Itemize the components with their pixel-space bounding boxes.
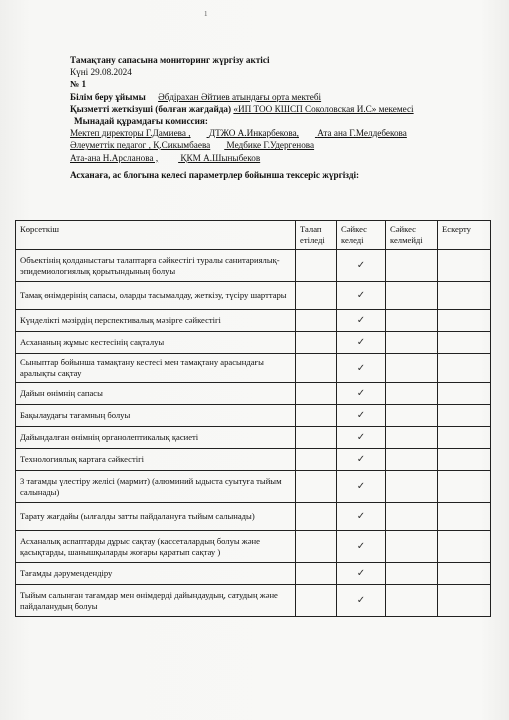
not-matches-cell [386, 585, 438, 617]
document-title: Тамақтану сапасына мониторинг жүргізу актісі [70, 55, 270, 65]
table-row [16, 449, 491, 471]
table-row [16, 405, 491, 427]
check-mark-icon: ✓ [356, 337, 366, 348]
matches-cell [337, 563, 386, 585]
document-header [70, 54, 490, 181]
note-cell [438, 449, 491, 471]
note-cell [438, 503, 491, 531]
table-row [16, 354, 491, 383]
header-indicator: Көрсеткіш [16, 221, 296, 250]
matches-cell [337, 471, 386, 503]
check-mark-icon: ✓ [356, 511, 366, 522]
indicator-cell: Күнделікті мәзірдің перспективалық мәзірге сәйкестігі [16, 310, 296, 332]
indicator-cell: Сыныптар бойынша тамақтану кестесі мен тамақтану арасындағы аралықты сақтау [16, 354, 296, 383]
commission-member: Медбике Г.Удергенова [226, 140, 315, 151]
provider-label: Қызметті жеткізуші (болған жағдайда) [70, 103, 232, 114]
note-cell [438, 531, 491, 563]
indicator-cell: Тыйым салынған тағамдар мен өнімдерді дайындаудың, сатудың және пайдаланудың болуы [16, 585, 296, 617]
not-matches-cell [386, 332, 438, 354]
required-cell [296, 503, 337, 531]
note-cell [438, 282, 491, 310]
table-row [16, 427, 491, 449]
school-label: Білім беру ұйымы [70, 91, 146, 102]
indicator-cell: Тамақ өнімдерінің сапасы, оларды тасымалдау, жеткізу, түсіру шарттары [16, 282, 296, 310]
check-mark-icon: ✓ [356, 315, 366, 326]
not-matches-cell [386, 405, 438, 427]
number-value: 1 [81, 79, 87, 90]
required-cell [296, 531, 337, 563]
header-matches: Сәйкес келеді [337, 221, 386, 250]
required-cell [296, 250, 337, 282]
not-matches-cell [386, 383, 438, 405]
commission-member: ҚКМ А.Шыныбеков [180, 152, 261, 163]
date-label: Күні [70, 67, 89, 78]
check-mark-icon: ✓ [356, 290, 366, 301]
note-cell [438, 471, 491, 503]
not-matches-cell [386, 471, 438, 503]
commission-member: ДТЖО А.Инкарбекова, [208, 128, 299, 139]
note-cell [438, 250, 491, 282]
matches-cell [337, 531, 386, 563]
check-mark-icon: ✓ [356, 388, 366, 399]
indicator-cell: Асхананың жұмыс кестесінің сақталуы [16, 332, 296, 354]
matches-cell [337, 427, 386, 449]
indicator-cell: 3 тағамды үлестіру желісі (мармит) (алюминий ыдыста суытуға тыйым салынады) [16, 471, 296, 503]
required-cell [296, 405, 337, 427]
table-row [16, 383, 491, 405]
table-row [16, 471, 491, 503]
commission-member: Ата-ана Н.Арсланова , [70, 152, 159, 163]
date-line [70, 66, 490, 78]
required-cell [296, 585, 337, 617]
indicator-cell: Технологиялық картаға сәйкестігі [16, 449, 296, 471]
commission-line-1 [70, 127, 490, 139]
not-matches-cell [386, 503, 438, 531]
table-row [16, 250, 491, 282]
table-row [16, 503, 491, 531]
header-required: Талап етіледі [296, 221, 337, 250]
required-cell [296, 310, 337, 332]
check-mark-icon: ✓ [356, 260, 366, 271]
table-row [16, 310, 491, 332]
matches-cell [337, 282, 386, 310]
note-cell [438, 563, 491, 585]
commission-label: Мынадай құрамдағы комиссия: [74, 116, 208, 127]
page-mark: 1 [204, 10, 208, 18]
not-matches-cell [386, 354, 438, 383]
note-cell [438, 310, 491, 332]
table-row [16, 531, 491, 563]
indicator-cell: Тағамды дәрумендендіру [16, 563, 296, 585]
note-cell [438, 427, 491, 449]
note-cell [438, 405, 491, 427]
check-mark-icon: ✓ [356, 481, 366, 492]
note-cell [438, 354, 491, 383]
indicator-cell: Дайындалған өнімнің органолептикалық қасиеті [16, 427, 296, 449]
school-line [70, 91, 490, 103]
inspection-intro: Асханаға, ас блогына келесі параметрлер бойынша тексеріс жүргізді: [70, 169, 360, 180]
indicator-cell: Асханалық аспаптарды дұрыс сақтау (кассеталардың болуы және қасықтарды, шанышқыларды жоғары қаратып сақтау ) [16, 531, 296, 563]
table-row [16, 282, 491, 310]
check-mark-icon: ✓ [356, 410, 366, 421]
matches-cell [337, 250, 386, 282]
header-note: Ескерту [438, 221, 491, 250]
check-mark-icon: ✓ [356, 432, 366, 443]
header-not-matches: Сәйкес келмейді [386, 221, 438, 250]
commission-member: Ата ана Г.Мелдебекова [317, 128, 407, 139]
matches-cell [337, 383, 386, 405]
required-cell [296, 471, 337, 503]
not-matches-cell [386, 449, 438, 471]
number-line [70, 78, 490, 90]
matches-cell [337, 503, 386, 531]
required-cell [296, 332, 337, 354]
commission-member: Әлеуметтік педагог , Қ.Сикымбаева [70, 140, 211, 151]
required-cell [296, 354, 337, 383]
date-value: 29.08.2024 [90, 67, 132, 78]
required-cell [296, 383, 337, 405]
not-matches-cell [386, 427, 438, 449]
matches-cell [337, 585, 386, 617]
number-label: № [70, 79, 80, 90]
provider-value: «ИП ТОО КШСП Соколовская И.С» мекемесі [233, 103, 414, 114]
provider-line [70, 103, 490, 115]
check-mark-icon: ✓ [356, 595, 366, 606]
table-header-row [16, 221, 491, 250]
required-cell [296, 449, 337, 471]
matches-cell [337, 354, 386, 383]
not-matches-cell [386, 563, 438, 585]
parameters-table [15, 220, 491, 617]
check-mark-icon: ✓ [356, 541, 366, 552]
matches-cell [337, 405, 386, 427]
commission-line-3 [70, 152, 490, 164]
commission-member: Мектеп директоры Г.Дамиева , [70, 128, 191, 139]
matches-cell [337, 310, 386, 332]
not-matches-cell [386, 310, 438, 332]
check-mark-icon: ✓ [356, 568, 366, 579]
check-mark-icon: ✓ [356, 454, 366, 465]
check-mark-icon: ✓ [356, 362, 366, 374]
school-value: Әбдірахан Әйтиев атындағы орта мектебі [158, 91, 322, 102]
note-cell [438, 585, 491, 617]
indicator-cell: Дайын өнімнің сапасы [16, 383, 296, 405]
indicator-cell: Тарату жағдайы (ылғалды затты пайдалануға тыйым салынады) [16, 503, 296, 531]
not-matches-cell [386, 282, 438, 310]
table-row [16, 332, 491, 354]
table-row [16, 585, 491, 617]
note-cell [438, 383, 491, 405]
not-matches-cell [386, 531, 438, 563]
required-cell [296, 427, 337, 449]
required-cell [296, 563, 337, 585]
not-matches-cell [386, 250, 438, 282]
note-cell [438, 332, 491, 354]
matches-cell [337, 449, 386, 471]
indicator-cell: Бақылаудағы тағамның болуы [16, 405, 296, 427]
commission-line-2 [70, 139, 490, 151]
matches-cell [337, 332, 386, 354]
indicator-cell: Объектінің қолданыстағы талаптарға сәйкестігі туралы санитариялық-эпидемиологиялық қорытындының болуы [16, 250, 296, 282]
table-row [16, 563, 491, 585]
required-cell [296, 282, 337, 310]
